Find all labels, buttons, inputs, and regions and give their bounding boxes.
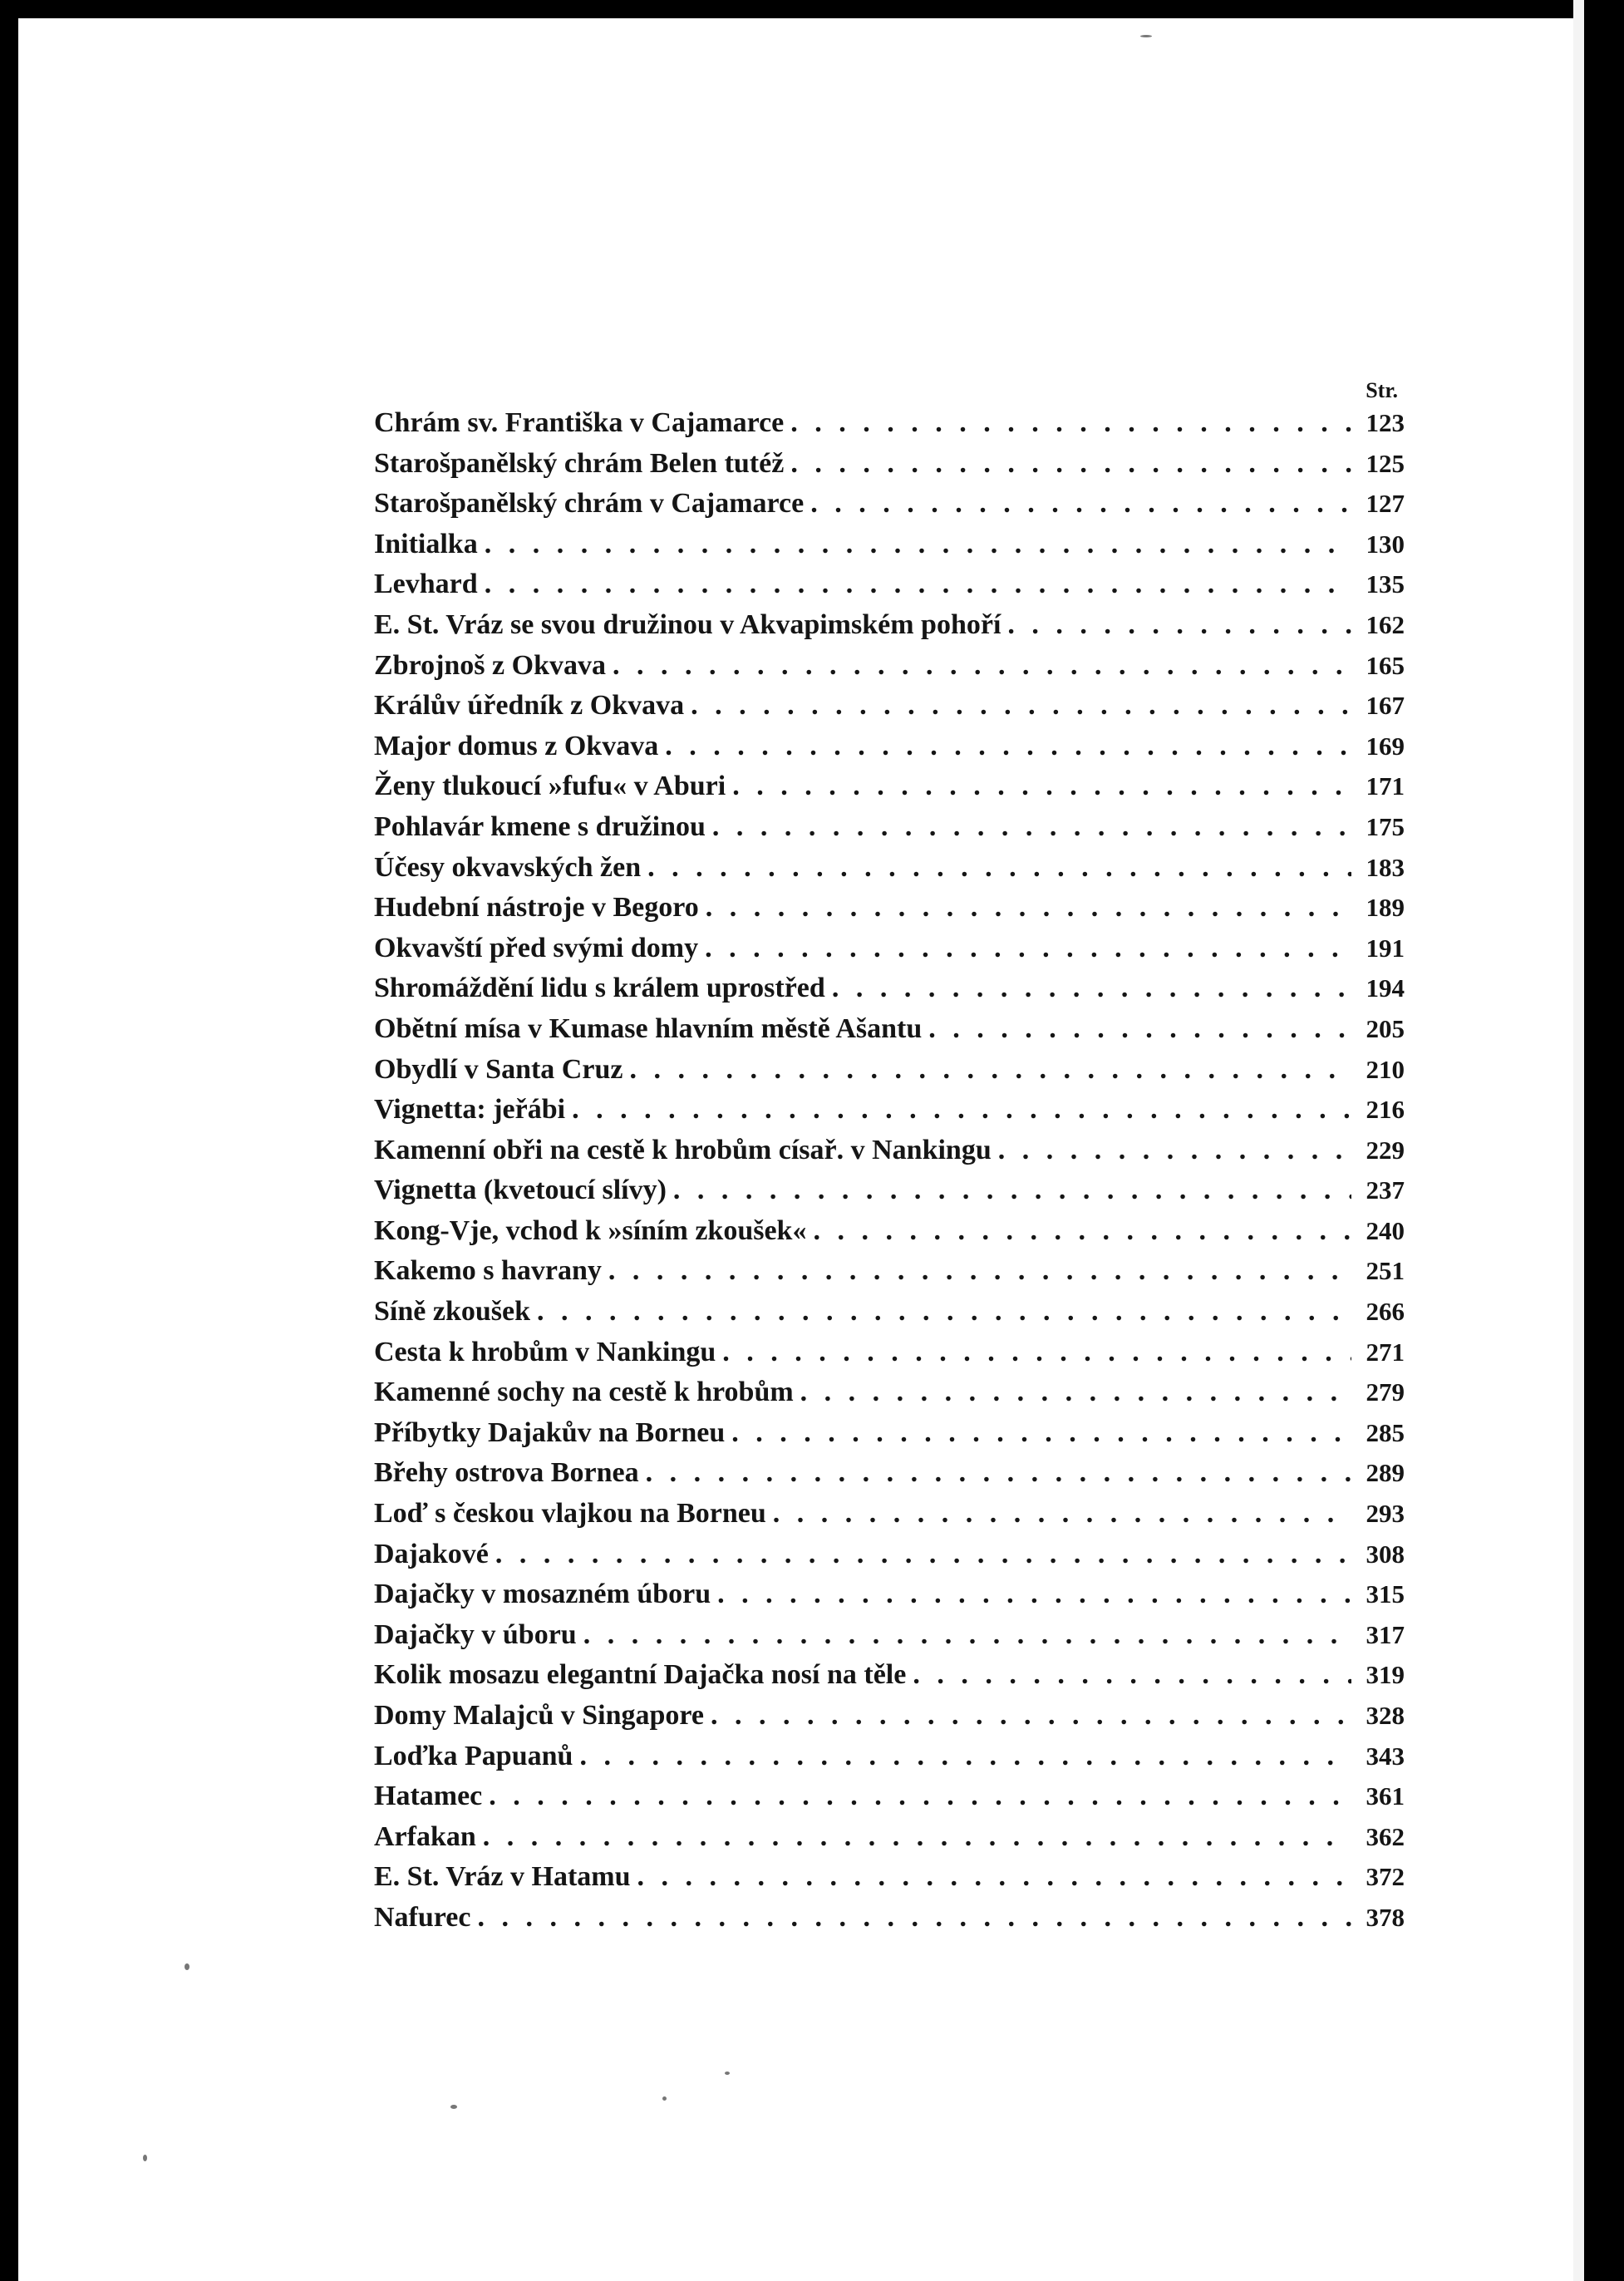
entry-title: Initialka	[374, 528, 478, 559]
dot-leader	[804, 484, 1351, 525]
dot-leader	[711, 1574, 1351, 1615]
dot-leader	[716, 1333, 1351, 1373]
entry-title: Vignetta (kvetoucí slívy)	[374, 1175, 667, 1206]
scan-border-right	[1584, 0, 1624, 2281]
dot-leader	[906, 1655, 1351, 1696]
entry-page-number: 194	[1366, 973, 1405, 1003]
dot-leader	[482, 1776, 1351, 1817]
index-entry	[374, 646, 1405, 687]
entry-title: Králův úředník z Okvava	[374, 690, 685, 722]
dot-leader	[478, 525, 1351, 565]
dot-leader	[631, 1857, 1351, 1898]
dot-leader	[470, 1898, 1351, 1939]
index-entry	[374, 929, 1405, 969]
dot-leader	[667, 1170, 1351, 1211]
index-entry	[374, 848, 1405, 889]
index-entry	[374, 1857, 1405, 1898]
dot-leader	[704, 1696, 1351, 1737]
index-entry	[374, 1333, 1405, 1373]
index-entry	[374, 525, 1405, 565]
dot-leader	[698, 929, 1351, 969]
entry-title: Starošpanělský chrám Belen tutéž	[374, 447, 785, 479]
entry-title: Dajakové	[374, 1538, 489, 1569]
entry-page-number: 210	[1366, 1054, 1405, 1084]
index-entry	[374, 1898, 1405, 1939]
entry-title: Hatamec	[374, 1781, 483, 1812]
entry-page-number: 169	[1366, 731, 1405, 761]
entry-page-number: 315	[1366, 1579, 1405, 1609]
entry-title: Nafurec	[374, 1901, 471, 1933]
entry-title: Domy Malajců v Singapore	[374, 1700, 704, 1731]
dot-leader	[794, 1372, 1351, 1413]
entry-page-number: 175	[1366, 811, 1405, 841]
index-entry	[374, 1211, 1405, 1252]
index-entry	[374, 968, 1405, 1009]
entry-page-number: 308	[1366, 1539, 1405, 1569]
scan-speck	[725, 2072, 730, 2075]
index-entry	[374, 1615, 1405, 1656]
illustrations-index	[374, 378, 1405, 1939]
entry-page-number: 279	[1366, 1377, 1405, 1407]
index-entry	[374, 1131, 1405, 1171]
entry-title: Kamenné sochy na cestě k hrobům	[374, 1377, 794, 1408]
index-entry	[374, 1090, 1405, 1131]
dot-leader	[766, 1494, 1351, 1535]
entry-title: Hudební nástroje v Begoro	[374, 892, 699, 924]
entry-title: Chrám sv. Františka v Cajamarce	[374, 407, 785, 438]
dot-leader	[1001, 605, 1351, 646]
index-entry	[374, 605, 1405, 646]
entry-title: Shromáždění lidu s králem uprostřed	[374, 973, 825, 1004]
dot-leader	[565, 1090, 1351, 1131]
entry-page-number: 183	[1366, 852, 1405, 882]
index-entry	[374, 403, 1405, 444]
dot-leader	[606, 646, 1351, 687]
index-entry	[374, 1535, 1405, 1575]
entry-title: Starošpanělský chrám v Cajamarce	[374, 488, 805, 520]
dot-leader	[922, 1009, 1351, 1050]
dot-leader	[530, 1292, 1351, 1333]
index-entry	[374, 1170, 1405, 1211]
entry-title: Loď s českou vlajkou na Borneu	[374, 1498, 766, 1530]
entry-title: Dajačky v úboru	[374, 1618, 577, 1650]
dot-leader	[641, 848, 1351, 889]
dot-leader	[725, 1413, 1351, 1454]
entry-page-number: 317	[1366, 1619, 1405, 1649]
dot-leader	[623, 1050, 1351, 1091]
index-entry	[374, 1737, 1405, 1777]
index-entry	[374, 1413, 1405, 1454]
entry-page-number: 130	[1366, 529, 1405, 559]
index-entry	[374, 1655, 1405, 1696]
entry-title: Příbytky Dajakův na Borneu	[374, 1416, 726, 1448]
entry-title: Síně zkoušek	[374, 1296, 530, 1328]
entry-page-number: 205	[1366, 1013, 1405, 1043]
entry-page-number: 125	[1366, 448, 1405, 478]
dot-leader	[706, 807, 1351, 848]
index-entry	[374, 1050, 1405, 1091]
index-entry	[374, 1696, 1405, 1737]
entry-title: Dajačky v mosazném úboru	[374, 1579, 711, 1610]
page-column-label: Str.	[1366, 378, 1398, 402]
dot-leader	[602, 1251, 1351, 1292]
entry-page-number: 343	[1366, 1741, 1405, 1771]
entry-page-number: 189	[1366, 893, 1405, 923]
scan-speck	[662, 2096, 667, 2101]
entry-title: Okvavští před svými domy	[374, 932, 699, 963]
dot-leader	[784, 444, 1351, 485]
entry-page-number: 162	[1366, 609, 1405, 639]
entry-page-number: 319	[1366, 1660, 1405, 1690]
index-entry	[374, 686, 1405, 727]
entry-page-number: 165	[1366, 650, 1405, 680]
entry-page-number: 135	[1366, 569, 1405, 599]
scan-speck	[143, 2155, 147, 2161]
entry-page-number: 361	[1366, 1781, 1405, 1811]
entry-title: Levhard	[374, 569, 478, 600]
entry-page-number: 191	[1366, 933, 1405, 963]
index-entry	[374, 766, 1405, 807]
entry-page-number: 285	[1366, 1417, 1405, 1447]
entry-title: Cesta k hrobům v Nankingu	[374, 1336, 716, 1367]
entry-page-number: 229	[1366, 1135, 1405, 1165]
index-entry	[374, 727, 1405, 767]
entry-list	[374, 403, 1405, 1939]
entry-title: Zbrojnoš z Okvava	[374, 649, 606, 681]
entry-title: Kamenní obři na cestě k hrobům císař. v Nankingu	[374, 1134, 992, 1165]
scan-speck	[1140, 35, 1152, 37]
dot-leader	[478, 564, 1351, 605]
entry-page-number: 271	[1366, 1337, 1405, 1367]
entry-title: Břehy ostrova Bornea	[374, 1457, 639, 1489]
entry-title: Arfakan	[374, 1820, 476, 1852]
index-entry	[374, 1009, 1405, 1050]
entry-page-number: 167	[1366, 691, 1405, 721]
entry-title: Vignetta: jeřábi	[374, 1094, 566, 1126]
index-entry	[374, 1574, 1405, 1615]
entry-page-number: 127	[1366, 489, 1405, 519]
entry-title: E. St. Vráz v Hatamu	[374, 1861, 631, 1893]
dot-leader	[476, 1817, 1351, 1858]
entry-page-number: 372	[1366, 1862, 1405, 1892]
entry-title: Loďka Papuanů	[374, 1740, 573, 1771]
index-entry	[374, 1817, 1405, 1858]
entry-title: Obětní mísa v Kumase hlavním městě Ašantu	[374, 1012, 923, 1044]
scan-speck	[450, 2105, 457, 2109]
dot-leader	[726, 766, 1351, 807]
entry-page-number: 216	[1366, 1095, 1405, 1125]
dot-leader	[639, 1453, 1351, 1494]
entry-title: Kolik mosazu elegantní Dajačka nosí na těle	[374, 1659, 907, 1691]
entry-page-number: 293	[1366, 1499, 1405, 1529]
index-entry	[374, 564, 1405, 605]
dot-leader	[577, 1615, 1351, 1656]
index-entry	[374, 444, 1405, 485]
index-entry	[374, 1453, 1405, 1494]
dot-leader	[825, 968, 1351, 1009]
dot-leader	[573, 1737, 1351, 1777]
dot-leader	[784, 403, 1351, 444]
index-entry	[374, 807, 1405, 848]
entry-page-number: 362	[1366, 1821, 1405, 1851]
page-edge-strip	[1573, 0, 1584, 2281]
entry-title: E. St. Vráz se svou družinou v Akvapimském pohoří	[374, 608, 1001, 640]
dot-leader	[699, 888, 1351, 929]
entry-title: Účesy okvavských žen	[374, 851, 642, 883]
entry-page-number: 266	[1366, 1297, 1405, 1327]
index-entry	[374, 1292, 1405, 1333]
entry-title: Ženy tlukoucí »fufu« v Aburi	[374, 771, 726, 802]
entry-page-number: 123	[1366, 408, 1405, 437]
entry-title: Pohlavár kmene s družinou	[374, 810, 706, 842]
index-entry	[374, 888, 1405, 929]
index-entry	[374, 1494, 1405, 1535]
entry-title: Obydlí v Santa Cruz	[374, 1053, 623, 1085]
entry-page-number: 328	[1366, 1701, 1405, 1730]
entry-title: Major domus z Okvava	[374, 730, 659, 761]
dot-leader	[806, 1211, 1351, 1252]
entry-title: Kong-Vje, vchod k »síním zkoušek«	[374, 1214, 807, 1246]
dot-leader	[658, 727, 1351, 767]
entry-page-number: 378	[1366, 1902, 1405, 1932]
entry-title: Kakemo s havrany	[374, 1255, 602, 1287]
dot-leader	[684, 686, 1351, 727]
index-entry	[374, 1372, 1405, 1413]
index-entry	[374, 1251, 1405, 1292]
index-entry	[374, 1776, 1405, 1817]
scan-speck	[185, 1963, 189, 1970]
entry-page-number: 240	[1366, 1215, 1405, 1245]
entry-page-number: 289	[1366, 1458, 1405, 1488]
entry-page-number: 171	[1366, 771, 1405, 801]
dot-leader	[992, 1131, 1351, 1171]
dot-leader	[489, 1535, 1351, 1575]
index-entry	[374, 484, 1405, 525]
entry-page-number: 237	[1366, 1175, 1405, 1205]
entry-page-number: 251	[1366, 1256, 1405, 1286]
